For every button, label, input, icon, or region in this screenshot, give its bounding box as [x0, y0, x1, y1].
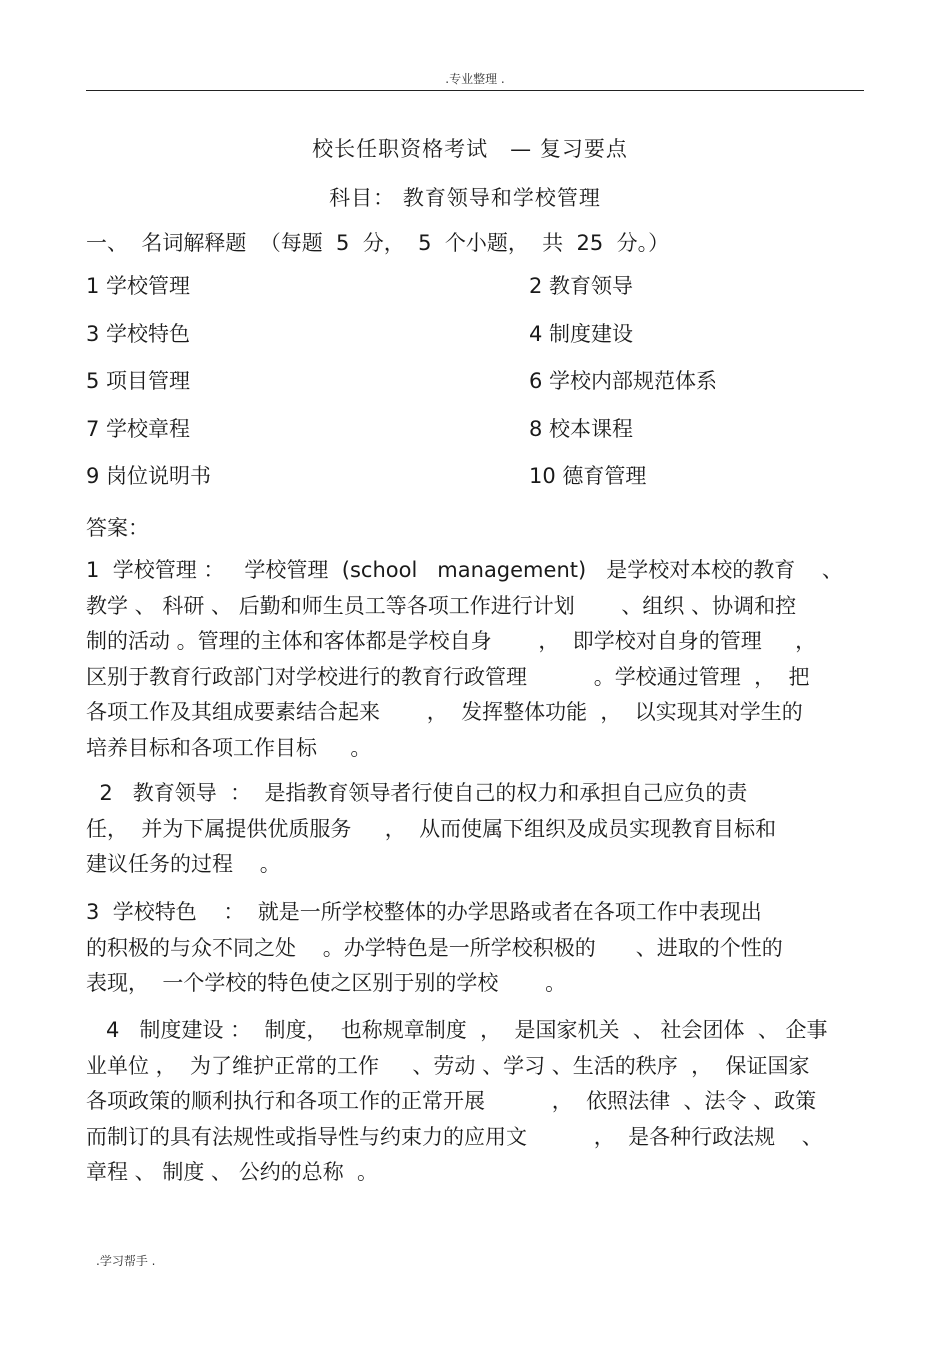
- paragraph-line: 任， 并为下属提供优质服务 ， 从而使属下组织及成员实现教育目标和: [86, 816, 777, 841]
- term-item: 6 学校内部规范体系: [529, 369, 718, 393]
- term-row: [86, 270, 864, 318]
- paragraph-line: 4 制度建设 ： 制度， 也称规章制度 ， 是国家机关 、 社会团体 、 企事: [86, 1018, 828, 1042]
- term-item: 7 学校章程: [86, 416, 191, 441]
- answer-paragraph-4: [86, 1018, 864, 1196]
- term-item: 2 教育领导: [529, 274, 634, 298]
- term-item: 4 制度建设: [529, 321, 634, 346]
- paragraph-line: 的积极的与众不同之处 。办学特色是一所学校积极的 、进取的个性的: [86, 935, 783, 960]
- answer-paragraph-1: [86, 558, 864, 771]
- page-footer: .学习帮手 .: [96, 1254, 156, 1268]
- section-heading: 一、 名词解释题 （每题 5 分， 5 个小题， 共 25 分。）: [86, 231, 670, 255]
- paragraph-line: 业单位 ， 为了维护正常的工作 、劳动 、学习 、生活的秩序 ， 保证国家: [86, 1053, 810, 1078]
- term-row: [86, 365, 864, 413]
- term-row: [86, 318, 864, 366]
- paragraph-line: 而制订的具有法规性或指导性与约束力的应用文 ， 是各种行政法规 、: [86, 1124, 823, 1149]
- paragraph-line: 区别于教育行政部门对学校进行的教育行政管理 。学校通过管理 ， 把: [86, 664, 810, 689]
- paragraph-line: 各项工作及其组成要素结合起来 ， 发挥整体功能 ， 以实现其对学生的: [86, 700, 803, 724]
- answer-paragraph-2: [86, 781, 864, 888]
- paragraph-line: 表现， 一个学校的特色使之区别于别的学校 。: [86, 971, 567, 995]
- document-subject: 科目： 教育领导和学校管理: [329, 186, 601, 210]
- document-title: 校长任职资格考试 — 复习要点: [312, 137, 628, 161]
- paragraph-line: 1 学校管理 ： 学校管理 (school management) 是学校对本校的教育 、: [86, 558, 843, 582]
- header-divider: [86, 90, 864, 91]
- paragraph-line: 制的活动 。管理的主体和客体都是学校自身 ， 即学校对自身的管理 ，: [86, 629, 817, 653]
- paragraph-line: 培养目标和各项工作目标 。: [86, 735, 372, 760]
- paragraph-line: 章程 、 制度 、 公约的总称 。: [86, 1160, 379, 1184]
- term-item: 9 岗位说明书: [86, 464, 212, 488]
- term-row: [86, 413, 864, 461]
- paragraph-line: 各项政策的顺利执行和各项工作的正常开展 ， 依照法律 、法令 、政策: [86, 1089, 817, 1113]
- paragraph-line: 建议任务的过程 。: [86, 852, 281, 876]
- term-list: [86, 270, 864, 508]
- term-item: 1 学校管理: [86, 274, 191, 298]
- page-header: .专业整理 .: [445, 72, 505, 86]
- term-item: 8 校本课程: [529, 416, 634, 441]
- paragraph-line: 教学 、 科研 、 后勤和师生员工等各项工作进行计划 、组织 、协调和控: [86, 593, 797, 618]
- term-item: 10 德育管理: [529, 464, 647, 488]
- answer-paragraph-3: [86, 900, 864, 1007]
- term-item: 3 学校特色: [86, 321, 191, 346]
- term-item: 5 项目管理: [86, 369, 191, 393]
- term-row: [86, 460, 864, 508]
- answer-label: 答案：: [86, 516, 149, 540]
- paragraph-line: 2 教育领导 ： 是指教育领导者行使自己的权力和承担自己应负的责: [86, 781, 748, 805]
- paragraph-line: 3 学校特色 ： 就是一所学校整体的办学思路或者在各项工作中表现出: [86, 900, 762, 924]
